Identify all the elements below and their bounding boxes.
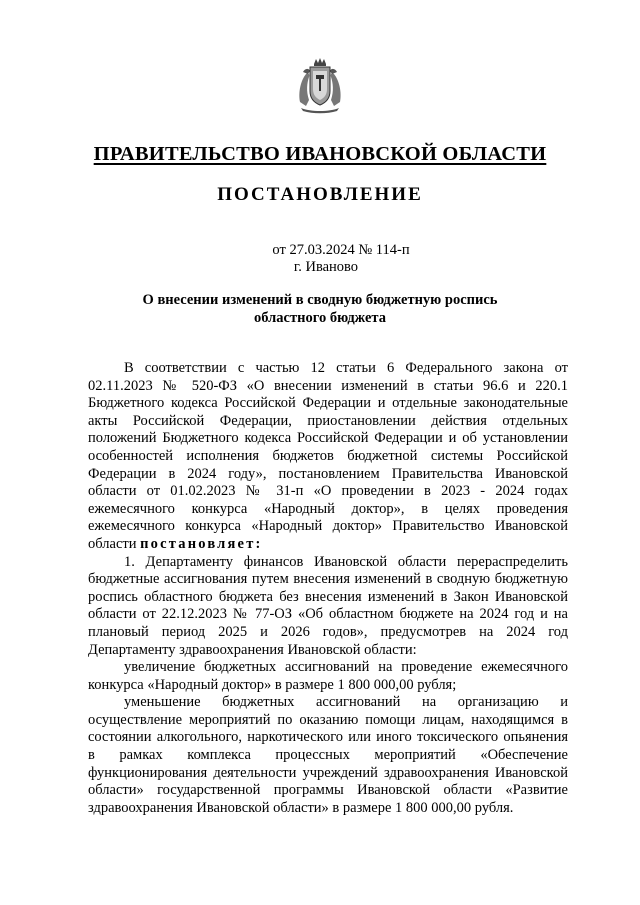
document-meta [0, 242, 640, 276]
preamble-paragraph [88, 360, 568, 554]
document-city: г. Иваново [293, 259, 359, 275]
subject-line-2: областного бюджета [254, 309, 386, 326]
increase-paragraph: увеличение бюджетных ассигнований на проведение ежемесячного конкурса «Народный доктор» в размере 1 800 000,00 рубля; [88, 659, 568, 693]
item-1-paragraph: 1. Департаменту финансов Ивановской области перераспределить бюджетные ассигнования путем внесения изменений в сводную бюджетную роспись областного бюджета без внесения изменений в Закон Ивановской области от 22.12.2023 № 77-ОЗ «Об областном бюджете на 2024 год и на плановый период 2025 и 2026 годов», предусмотрев на 2024 год Департаменту здравоохранения Ивановской области: [88, 553, 568, 658]
decree-word: постановляет [140, 535, 256, 552]
decree-colon: : [255, 535, 263, 552]
organization-title-text: ПРАВИТЕЛЬСТВО ИВАНОВСКОЙ ОБЛАСТИ [93, 143, 547, 165]
document-body [88, 360, 568, 817]
coat-of-arms-icon [297, 58, 343, 114]
document-subject [0, 292, 640, 327]
subject-line-1: О внесении изменений в сводную бюджетную роспись [142, 292, 498, 308]
preamble-text: В соответствии с частью 12 статьи 6 Федерального закона от 02.11.2023 № 520-ФЗ «О внесении изменений в статьи 96.6 и 220.1 Бюджетного кодекса Российской Федерации и отдельные законодательные акты Российской Федерации, приостановлении действия отдельных положений Бюджетного кодекса Российской Федерации и об установлении особенностей исполнения бюджетов бюджетной системы Российской Федерации в 2024 году», постановлением Правительства Ивановской области от 01.02.2023 № 31-п «О проведении в 2023 - 2024 годах ежемесячного конкурса «Народный доктор», в целях проведения ежемесячного конкурса «Народный доктор» Правительство Ивановской области [88, 360, 568, 552]
organization-title [0, 143, 640, 166]
document-type: ПОСТАНОВЛЕНИЕ [217, 184, 423, 205]
document-date-number: от 27.03.2024 № 114-п [272, 242, 410, 258]
decrease-paragraph: уменьшение бюджетных ассигнований на организацию и осуществление мероприятий по оказанию помощи лицам, находящимся в состоянии алкогольного, наркотического или иного токсического опьянения в рамках комплекса процессных мероприятий «Обеспечение функционирования деятельности учреждений здравоохранения Ивановской области» государственной программы Ивановской области «Развитие здравоохранения Ивановской области» в размере 1 800 000,00 рубля. [88, 694, 568, 816]
